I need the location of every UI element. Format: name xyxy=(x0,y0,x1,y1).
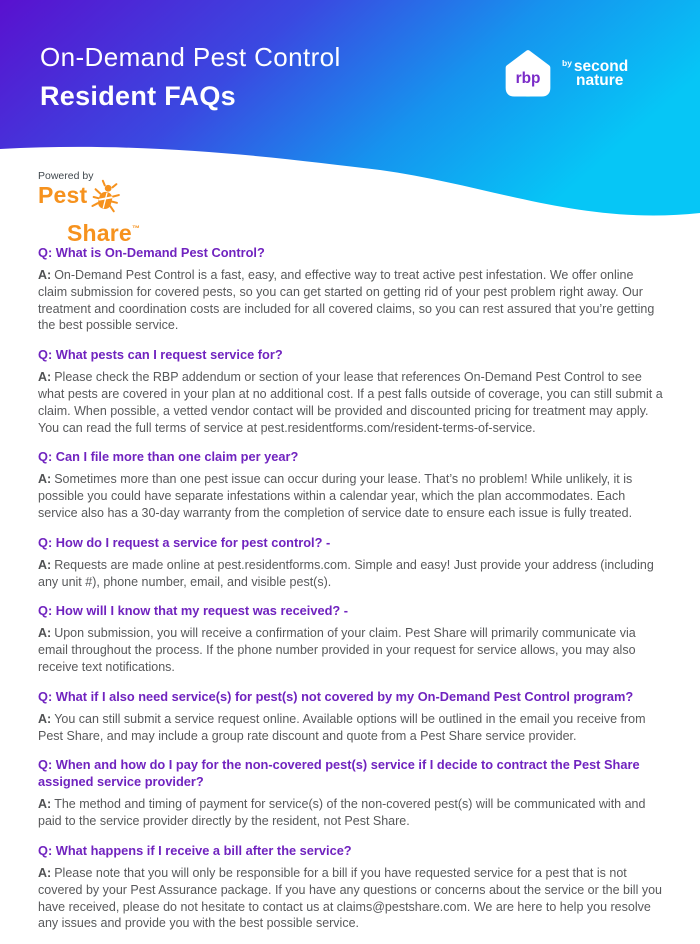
faq-item xyxy=(38,842,663,932)
answer xyxy=(38,625,663,675)
page-title: On-Demand Pest Control xyxy=(40,42,341,72)
rbp-house-icon xyxy=(502,46,554,104)
answer xyxy=(38,557,663,591)
question: Q: When and how do I pay for the non-covered pest(s) service if I decide to contract the Pest Share assigned service provider? xyxy=(38,757,640,790)
answer-label: A: xyxy=(38,865,52,880)
faq-item xyxy=(38,756,663,830)
answer-text: Requests are made online at pest.residentforms.com. Simple and easy! Just provide your address (including any unit #), phone number, email, and visible pest(s). xyxy=(38,557,654,589)
question: Q: What pests can I request service for? xyxy=(38,347,283,363)
answer-label: A: xyxy=(38,557,52,572)
pest-share-logo xyxy=(38,170,140,244)
question: Q: What if I also need service(s) for pest(s) not covered by my On-Demand Pest Control program? xyxy=(38,688,634,704)
second-nature-wordmark xyxy=(562,56,628,88)
answer-label: A: xyxy=(38,472,52,487)
answer xyxy=(38,267,663,334)
answer-label: A: xyxy=(38,797,52,812)
faq-item xyxy=(38,448,663,521)
faq-item xyxy=(38,244,663,334)
answer-text: Please note that you will only be responsible for a bill if you have requested service for a pest that is not covered by your Pest Assurance package. If you have any questions or concerns about the service or the bill you have received, please do not hesitate to contact us at claims@pestshare.com. We are here to help you resolve any issues and provide you with the best possible service. xyxy=(38,865,662,931)
faq-item xyxy=(38,602,663,675)
answer xyxy=(38,865,663,932)
bug-icon xyxy=(90,179,122,220)
rbp-logo xyxy=(502,46,628,104)
brand-second: second xyxy=(573,58,629,75)
rbp-logo-text: rbp xyxy=(515,70,541,88)
question: Q: How do I request a service for pest control? - xyxy=(38,534,331,550)
answer-label: A: xyxy=(38,268,52,282)
faq-list xyxy=(0,244,700,944)
page-subtitle: Resident FAQs xyxy=(40,81,236,111)
answer-text: Sometimes more than one pest issue can occur during your lease. That’s no problem! While unlikely, it is possible you could have separate infestations within a calendar year, which the plan accommodates. Each service also has a 30-day warranty from the completion of service date to ensure each issue is fully treated. xyxy=(38,472,633,520)
header-banner xyxy=(0,0,700,246)
answer xyxy=(38,796,663,830)
question: Q: How will I know that my request was received? - xyxy=(38,603,349,619)
answer-label: A: xyxy=(38,626,52,641)
powered-by-label: Powered by xyxy=(38,170,94,182)
answer-text: You can still submit a service request online. Available options will be outlined in the email you receive from Pest Share, and may include a group rate discount and quote from a Pest Share service provider. xyxy=(38,711,646,743)
page-title-block xyxy=(40,42,341,112)
trademark-symbol: ™ xyxy=(131,224,141,233)
answer-text: On-Demand Pest Control is a fast, easy, and effective way to treat active pest infestation. We offer online claim submission for covered pests, so you can get started on getting rid of your pest problem right away. Our treatment and coordination costs are included for all covered claims, so you can rest assured that you’re getting the best possible service. xyxy=(38,268,655,333)
answer xyxy=(38,711,663,745)
pestshare-word-pest: Pest xyxy=(38,182,88,208)
faq-item xyxy=(38,534,663,591)
answer-text: Upon submission, you will receive a confirmation of your claim. Pest Share will primarily communicate via email throughout the process. If the phone number provided in your request for service allows, you may also receive text notifications. xyxy=(38,626,636,674)
brand-nature: nature xyxy=(576,72,624,89)
question: Q: What is On-Demand Pest Control? xyxy=(38,245,265,260)
question: Q: What happens if I receive a bill after the service? xyxy=(38,842,352,858)
answer-text: The method and timing of payment for service(s) of the non-covered pest(s) will be communicated with and paid to the service provider directly by the resident, not Pest Share. xyxy=(38,797,646,829)
answer-label: A: xyxy=(38,370,52,385)
faq-item xyxy=(38,346,663,436)
answer-text: Please check the RBP addendum or section of your lease that references On-Demand Pest Control to see what pests are covered in your plan at no additional cost. If a pest falls outside of coverage, you can still submit a claim. When possible, a vetted vendor contact will be provided and discounted pricing for treatment may apply. You can read the full terms of service at pest.residentforms.com/resident-terms-of-service. xyxy=(38,370,663,435)
pestshare-word-share: Share xyxy=(67,220,132,246)
answer xyxy=(38,369,663,436)
faq-item xyxy=(38,688,663,745)
answer-label: A: xyxy=(38,711,52,726)
by-label: by xyxy=(562,58,572,68)
answer xyxy=(38,471,663,521)
question: Q: Can I file more than one claim per year? xyxy=(38,449,299,465)
